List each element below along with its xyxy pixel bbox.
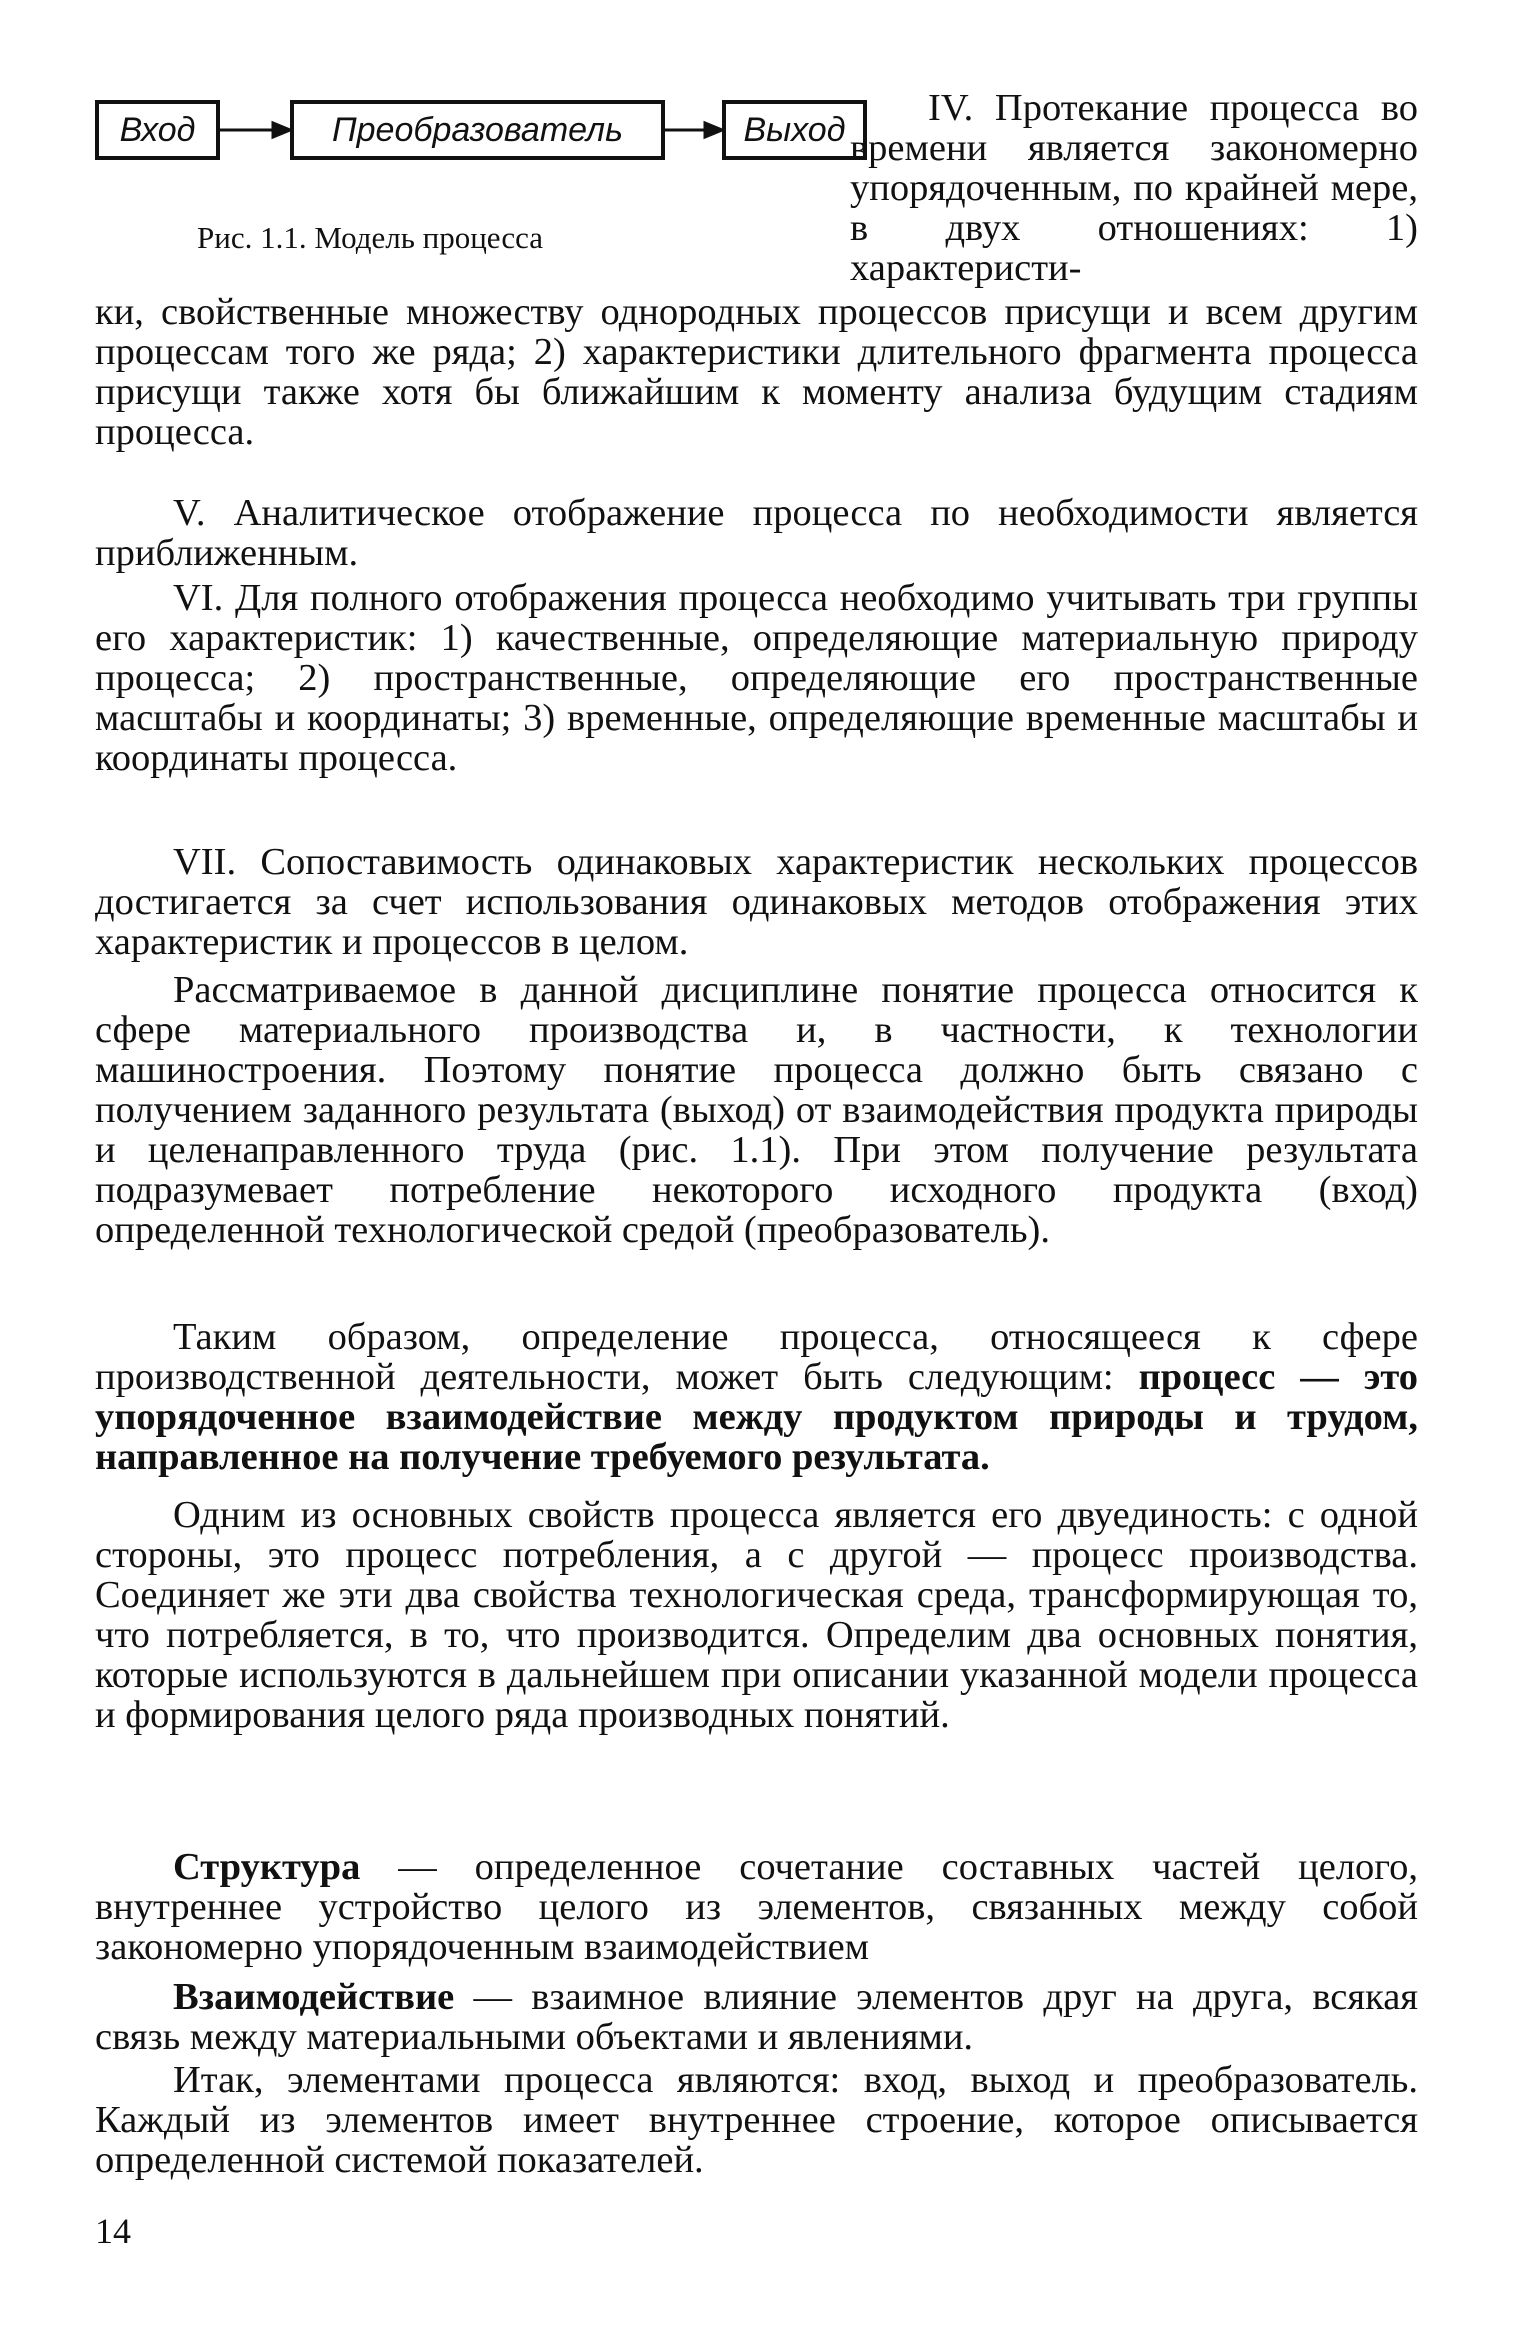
process-definition: процесс — это упорядоченное взаимодействие между продуктом природы и трудом, направленное на получение требуемого результата. [95, 1356, 1419, 1478]
figure-caption: Рис. 1.1. Модель процесса [197, 220, 543, 255]
term-structure: Структура [173, 1846, 361, 1888]
paragraph-9 [95, 1317, 1418, 1477]
term-interaction: Взаимодействие [173, 1976, 455, 2018]
process-diagram [95, 92, 846, 182]
arrowhead-output [705, 123, 722, 137]
block-output: Выход [722, 100, 867, 160]
definition-structure: — определенное сочетание составных частей целого, внутреннее устройство целого из элементов, связанных между собой закономерно упорядоченным взаимодействием [95, 1846, 1418, 1968]
arrowhead-converter [273, 123, 290, 137]
paragraph-13: Итак, элементами процесса являются: вход, выход и преобразователь. Каждый из элементов имеет внутреннее строение, которое описывается определенной системой показателей. [95, 2059, 1418, 2181]
paragraph-6: VI. Для полного отображения процесса необходимо учитывать три группы его характеристик: 1) качественные, определяющие материальную природу процесса; 2) пространственные, определяющие его пространственные масштабы и координаты; 3) временные, определяющие временные масштабы и координаты процесса. [95, 577, 1418, 779]
paragraph-structure [95, 1847, 1418, 1967]
figure-process-model [95, 92, 846, 262]
paragraph-interaction [95, 1977, 1418, 2057]
paragraph-8: Рассматриваемое в данной дисциплине понятие процесса относится к сфере материального производства и, в частности, к технологии машиностроения. Поэтому понятие процесса должно быть связано с получением заданного результата (выход) от взаимодействия продукта природы и целенаправленного труда (рис. 1.1). При этом получение результата подразумевает потребление некоторого исходного продукта (вход) определенной технологической средой (преобразователь). [95, 969, 1418, 1251]
block-converter: Преобразователь [290, 100, 665, 160]
paragraph-4-start: IV. Протекание процесса во времени является закономерно упорядоченным, по крайней мере, в двух отношениях: 1) характеристи- [850, 87, 1418, 289]
definition-interaction: — взаимное влияние элементов друг на друга, всякая связь между материальными объектами и явлениями. [95, 1976, 1418, 2058]
block-input: Вход [95, 100, 220, 160]
paragraph-9-text: Таким образом, определение процесса, относящееся к сфере производственной деятельности, может быть следующим: [95, 1316, 1418, 1398]
paragraph-7: VII. Сопоставимость одинаковых характеристик нескольких процессов достигается за счет использования одинаковых методов отображения этих характеристик и процессов в целом. [95, 841, 1418, 963]
paragraph-10: Одним из основных свойств процесса является его двуединость: с одной стороны, это процесс потребления, а с другой — процесс производства. Соединяет же эти два свойства технологическая среда, трансформирующая то, что потребляется, в то, что производится. Определим два основных понятия, которые используются в дальнейшем при описании указанной модели процесса и формирования целого ряда производных понятий. [95, 1494, 1418, 1736]
paragraph-5: V. Аналитическое отображение процесса по необходимости является приближенным. [95, 492, 1418, 574]
page-number: 14 [95, 2211, 131, 2251]
paragraph-4-continued: ки, свойственные множеству однородных процессов присущи и всем другим процессам того же ряда; 2) характеристики длительного фрагмента процесса присущи также хотя бы ближайшим к моменту анализа будущим стадиям процесса. [95, 291, 1418, 453]
